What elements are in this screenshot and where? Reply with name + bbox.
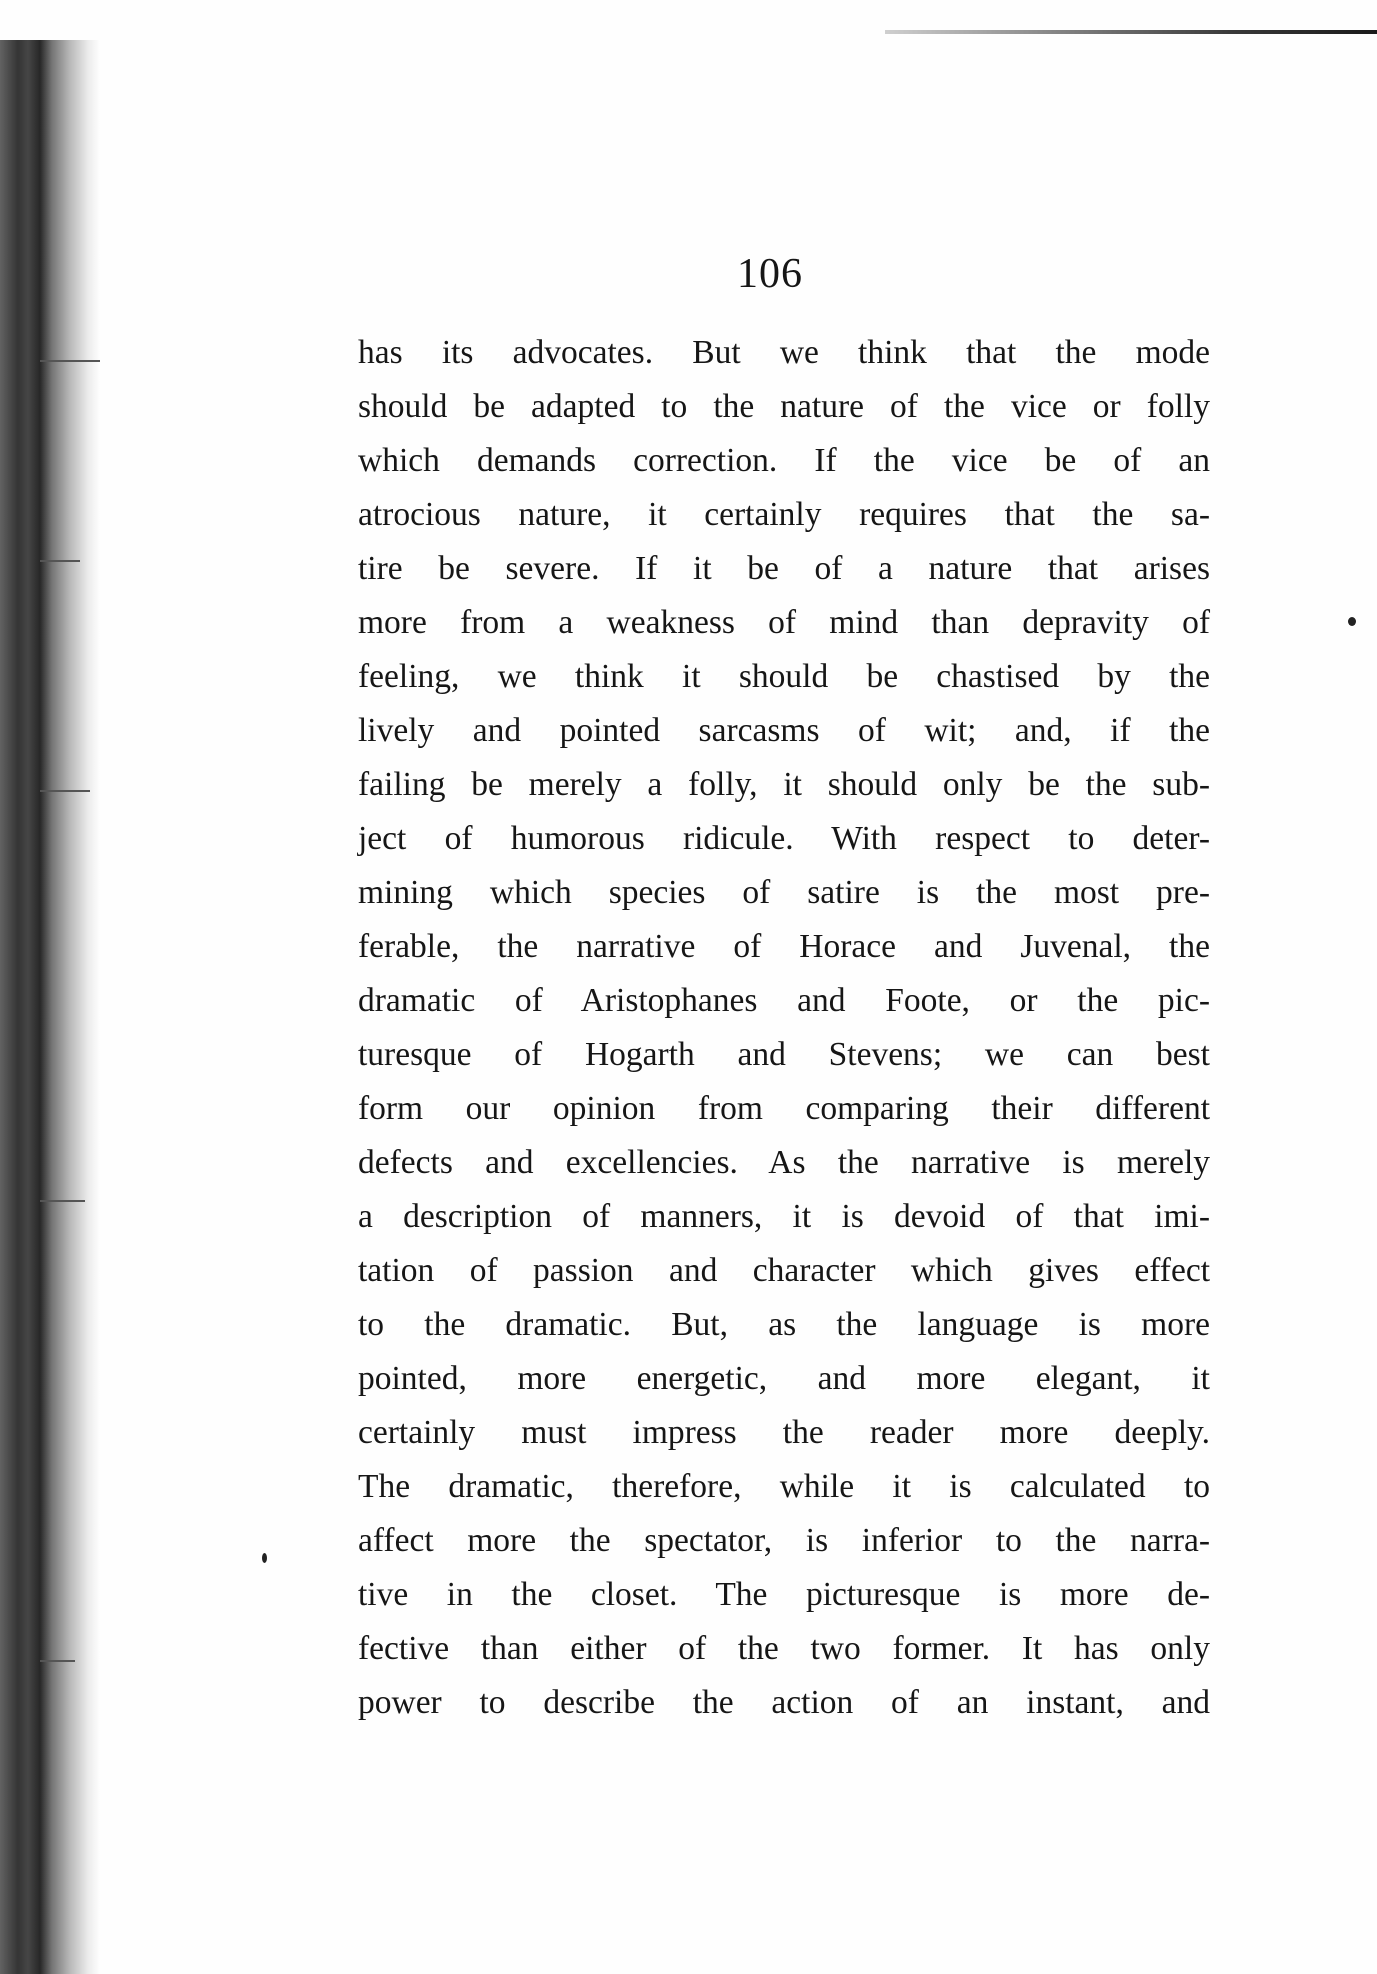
gutter-speckle — [40, 1200, 85, 1202]
text-line: power to describe the action of an instant, and — [358, 1684, 1210, 1721]
text-line: ject of humorous ridicule. With respect to deter- — [358, 820, 1210, 857]
binding-gutter — [0, 40, 100, 1974]
ink-spot — [262, 1553, 267, 1563]
gutter-speckle — [40, 560, 80, 562]
text-line: mining which species of satire is the most pre- — [358, 874, 1210, 911]
text-line: failing be merely a folly, it should only be the sub- — [358, 766, 1210, 803]
text-line: feeling, we think it should be chastised by the — [358, 658, 1210, 695]
text-line: ferable, the narrative of Horace and Juvenal, the — [358, 928, 1210, 965]
text-line: lively and pointed sarcasms of wit; and, if the — [358, 712, 1210, 749]
text-line: has its advocates. But we think that the mode — [358, 334, 1210, 371]
text-line: more from a weakness of mind than depravity of — [358, 604, 1210, 641]
body-text — [358, 326, 1210, 1730]
text-line: tive in the closet. The picturesque is more de- — [358, 1576, 1210, 1613]
gutter-speckle — [40, 790, 90, 792]
text-line: to the dramatic. But, as the language is more — [358, 1306, 1210, 1343]
text-line: certainly must impress the reader more deeply. — [358, 1414, 1210, 1451]
text-line: The dramatic, therefore, while it is calculated to — [358, 1468, 1210, 1505]
text-line: which demands correction. If the vice be of an — [358, 442, 1210, 479]
text-line: defects and excellencies. As the narrative is merely — [358, 1144, 1210, 1181]
text-line: turesque of Hogarth and Stevens; we can best — [358, 1036, 1210, 1073]
text-line: a description of manners, it is devoid of that imi- — [358, 1198, 1210, 1235]
text-line: tation of passion and character which gives effect — [358, 1252, 1210, 1289]
text-line: pointed, more energetic, and more elegant, it — [358, 1360, 1210, 1397]
gutter-speckle — [40, 1660, 75, 1662]
text-line: dramatic of Aristophanes and Foote, or the pic- — [358, 982, 1210, 1019]
text-line: atrocious nature, it certainly requires that the sa- — [358, 496, 1210, 533]
gutter-speckle — [40, 360, 100, 362]
text-line: should be adapted to the nature of the vice or folly — [358, 388, 1210, 425]
top-rule — [885, 30, 1377, 34]
text-line: tire be severe. If it be of a nature that arises — [358, 550, 1210, 587]
text-line: fective than either of the two former. It has only — [358, 1630, 1210, 1667]
text-line: affect more the spectator, is inferior to the narra- — [358, 1522, 1210, 1559]
text-line: form our opinion from comparing their different — [358, 1090, 1210, 1127]
ink-spot — [1348, 617, 1356, 626]
page-number: 106 — [737, 251, 803, 297]
